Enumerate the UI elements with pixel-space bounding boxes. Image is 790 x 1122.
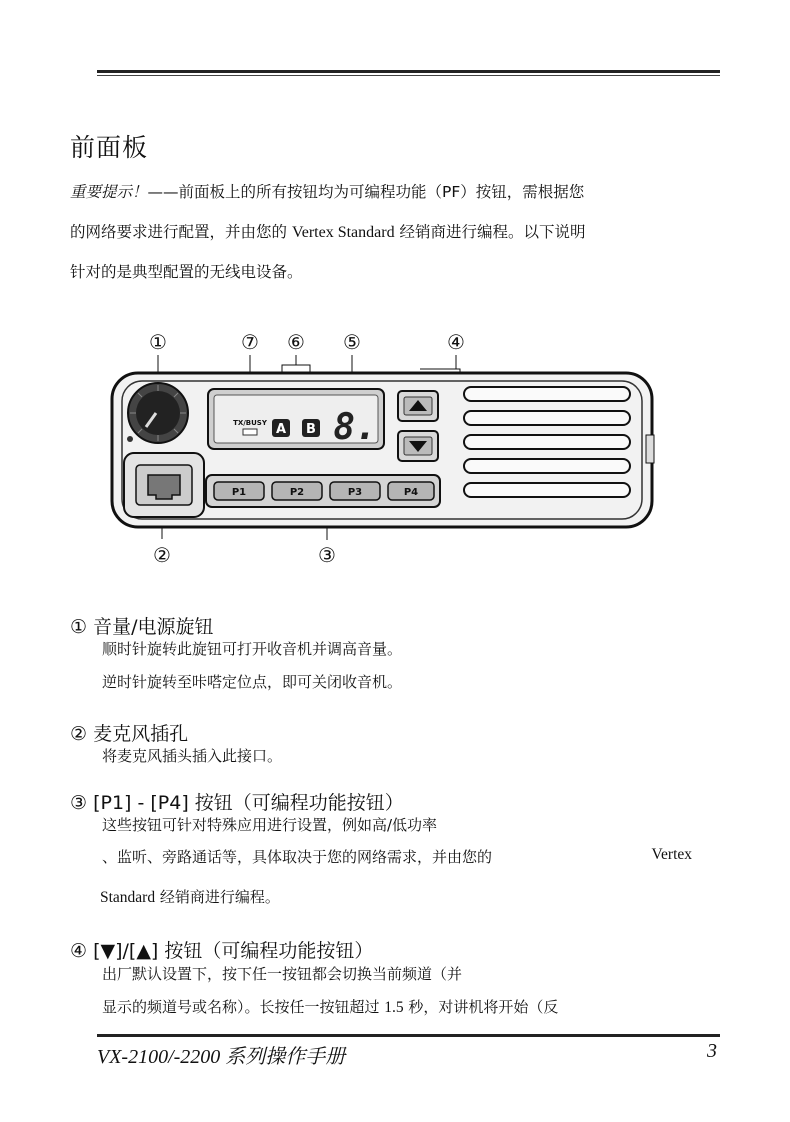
callout-2: ②: [153, 543, 171, 567]
pf-button-p1: P1: [231, 487, 247, 498]
front-panel-diagram: [100, 325, 660, 570]
digit-display: 8.: [333, 407, 377, 448]
item-4-line-1: 出厂默认设置下，按下任一按钮都会切换当前频道（并: [102, 965, 463, 983]
intro-line-2-b: 经销商进行编程。以下说明: [394, 223, 586, 241]
item-2-line-1: 将麦克风插头插入此接口。: [102, 747, 283, 765]
channel-b-label: B: [306, 422, 316, 437]
callout-1: ①: [149, 330, 167, 354]
intro-line-2-a: 的网络要求进行配置，并由您的: [70, 223, 292, 241]
item-4-line-2-a: 显示的频道号或名称）。长按任一按钮超过: [102, 998, 385, 1016]
intro-line-1: [70, 172, 710, 212]
item-2-heading: ② 麦克风插孔: [70, 723, 189, 745]
callout-3: ③: [318, 543, 336, 567]
intro-line-1-rest: ——前面板上的所有按钮均为可编程功能（PF）按钮，需根据您: [147, 183, 585, 201]
item-3-heading: ③ [P1] - [P4] 按钮（可编程功能按钮）: [70, 792, 404, 814]
item-3-line-1: 这些按钮可针对特殊应用进行设置，例如高/低功率: [102, 816, 438, 834]
pf-button-p4: P4: [403, 487, 419, 498]
callout-4: ④: [447, 330, 465, 354]
item-4-line-2: [102, 996, 702, 1017]
item-1-line-1: 顺时针旋转此旋钮可打开收音机并调高音量。: [102, 640, 403, 658]
item-4-heading: ④ [▼]/[▲] 按钮（可编程功能按钮）: [70, 940, 374, 962]
item-3-brand-b: Standard: [100, 889, 156, 906]
intro-emphasis: 重要提示！: [70, 183, 148, 201]
tx-busy-label: TX/BUSY: [233, 419, 267, 427]
header-rule-thin: [97, 75, 720, 76]
callout-6: ⑥: [287, 330, 305, 354]
footer-rule: [97, 1034, 720, 1037]
callout-5: ⑤: [343, 330, 361, 354]
section-title: 前面板: [70, 133, 149, 162]
intro-line-2: [70, 212, 710, 253]
callout-7: ⑦: [241, 330, 259, 354]
item-3-line-3-text: 经销商进行编程。: [155, 888, 280, 906]
header-rule: [97, 70, 720, 73]
item-3-brand-a: Vertex: [651, 846, 692, 863]
pf-button-p3: P3: [347, 487, 363, 498]
channel-a-label: A: [275, 422, 287, 437]
item-3-line-2: [102, 846, 692, 867]
footer-page-number: 3: [707, 1040, 717, 1062]
item-1-line-2: 逆时针旋转至咔嗒定位点，即可关闭收音机。: [102, 673, 403, 691]
item-3-line-2-text: 、监听、旁路通话等，具体取决于您的网络需求，并由您的: [102, 848, 493, 866]
intro-line-3: 针对的是典型配置的无线电设备。: [70, 263, 303, 281]
item-3-line-3: [100, 886, 700, 907]
item-1-heading: ① 音量/电源旋钮: [70, 616, 214, 638]
intro-brand: Vertex Standard: [291, 224, 395, 241]
tx-busy-led: [243, 429, 257, 435]
footer-manual-title: VX-2100/-2200 系列操作手册: [97, 1046, 346, 1068]
item-4-line-2-b: 秒，对讲机将开始（反: [403, 998, 559, 1016]
pf-button-p2: P2: [289, 487, 305, 498]
item-4-duration: 1.5: [384, 999, 404, 1016]
